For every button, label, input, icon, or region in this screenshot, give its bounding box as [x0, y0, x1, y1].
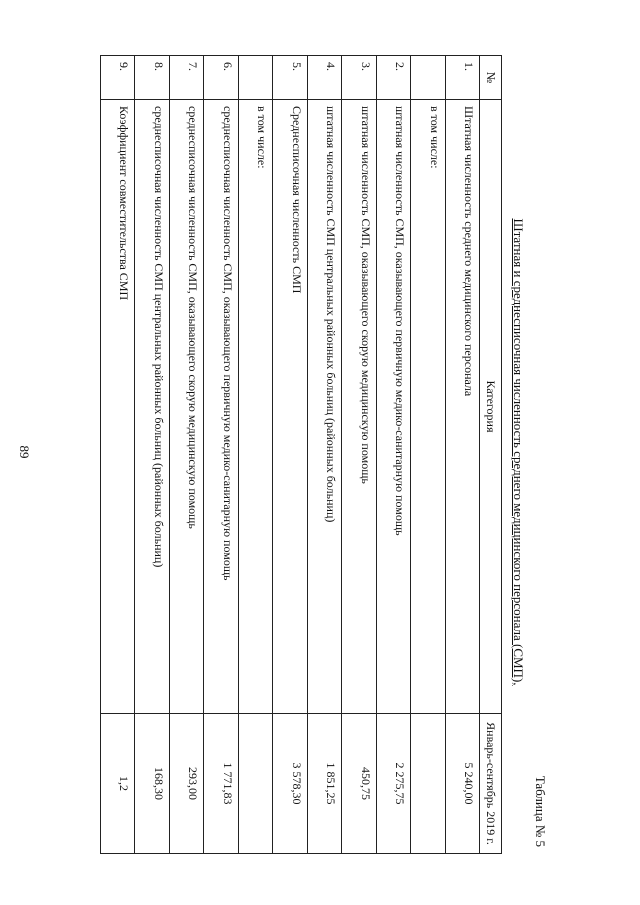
row-category: штатная численность СМП, оказывающего первичную медико-санитарную помощь [376, 100, 410, 714]
row-value: 3 578,30 [273, 714, 307, 854]
row-number: 7. [169, 56, 203, 100]
row-category: среднесписочная численность СМП центральных районных больниц (районных больниц) [135, 100, 169, 714]
row-value: 2 275,75 [376, 714, 410, 854]
row-category: штатная численность СМП, оказывающего скорую медицинскую помощь [342, 100, 376, 714]
header-category: Категория [480, 100, 502, 714]
table-row [411, 56, 445, 854]
table-body [101, 56, 480, 854]
row-category: в том числе: [238, 100, 272, 714]
row-number: 6. [204, 56, 238, 100]
row-value: 5 240,00 [445, 714, 479, 854]
row-category: Коэффициент совместительства СМП [101, 100, 135, 714]
row-value: 1,2 [101, 714, 135, 854]
row-value: 293,00 [169, 714, 203, 854]
row-category: Штатная численность среднего медицинского персонала [445, 100, 479, 714]
row-number: 3. [342, 56, 376, 100]
row-number: 1. [445, 56, 479, 100]
rotated-page-content [90, 47, 550, 857]
row-number [238, 56, 272, 100]
row-value: 1 851,25 [307, 714, 341, 854]
table-row [307, 56, 341, 854]
row-value [238, 714, 272, 854]
row-category: штатная численность СМП центральных районных больниц (районных больниц) [307, 100, 341, 714]
header-num: № [480, 56, 502, 100]
table-row [273, 56, 307, 854]
row-value [411, 714, 445, 854]
table-row [238, 56, 272, 854]
row-number: 5. [273, 56, 307, 100]
row-category: среднесписочная численность СМП, оказывающего первичную медико-санитарную помощь [204, 100, 238, 714]
table-row [204, 56, 238, 854]
table-header-row [480, 56, 502, 854]
row-category: среднесписочная численность СМП, оказывающего скорую медицинскую помощь [169, 100, 203, 714]
table-row [342, 56, 376, 854]
row-number: 8. [135, 56, 169, 100]
row-number: 9. [101, 56, 135, 100]
row-value: 168,30 [135, 714, 169, 854]
row-number: 4. [307, 56, 341, 100]
table-row [169, 56, 203, 854]
row-value: 1 771,83 [204, 714, 238, 854]
row-category: Среднесписочная численность СМП [273, 100, 307, 714]
table-row [376, 56, 410, 854]
page-number: 89 [17, 445, 32, 459]
row-number: 2. [376, 56, 410, 100]
staffing-table [100, 55, 502, 854]
table-row [135, 56, 169, 854]
table-title: Штатная и среднесписочная численность среднего медицинского персонала (СМП), [511, 218, 526, 686]
row-category: в том числе: [411, 100, 445, 714]
table-row [445, 56, 479, 854]
header-period: Январь-сентябрь 2019 г. [480, 714, 502, 854]
table-label: Таблица № 5 [533, 775, 548, 847]
row-number [411, 56, 445, 100]
table-row [101, 56, 135, 854]
row-value: 450,75 [342, 714, 376, 854]
